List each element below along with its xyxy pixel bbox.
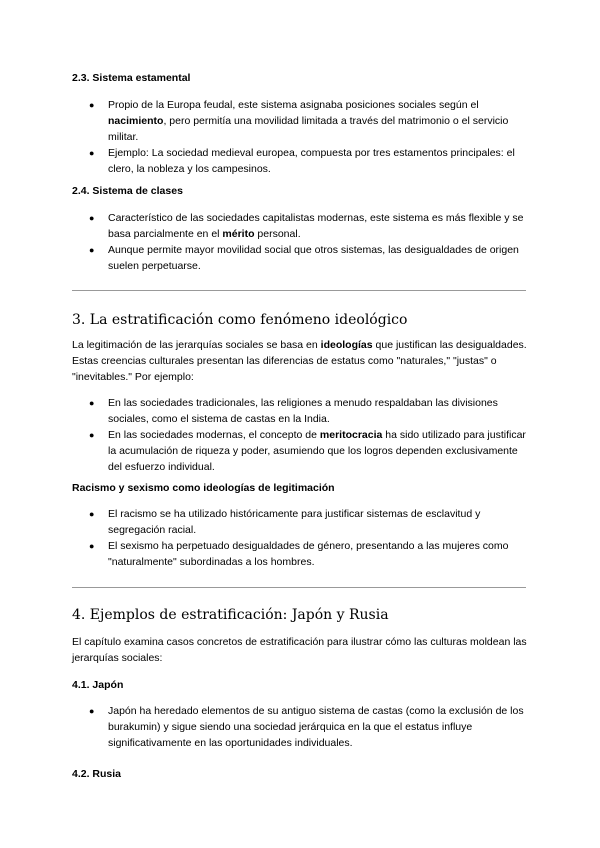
list-item: ● Japón ha heredado elementos de su antiguo sistema de castas (como la exclusión de los burakumin) y sigue siendo una sociedad jerárquica en la que el estatus influye significativamente en las oportunidades individuales. xyxy=(89,705,524,749)
section-3-sub-list xyxy=(72,506,532,570)
section-4-intro: El capítulo examina casos concretos de estratificación para ilustrar cómo las culturas moldean las jerarquías sociales: xyxy=(72,636,527,664)
bullet-icon: ● xyxy=(89,398,95,408)
horizontal-divider xyxy=(72,587,526,588)
bullet-icon: ● xyxy=(89,245,95,255)
section-4-1-heading: 4.1. Japón xyxy=(72,679,124,691)
section-2-3-list xyxy=(72,97,532,177)
bullet-icon: ● xyxy=(89,148,95,158)
bullet-icon: ● xyxy=(89,541,95,551)
list-item: ● En las sociedades modernas, el concepto de meritocracia ha sido utilizado para justificar la acumulación de riqueza y poder, asumiendo que los logros dependen exclusivamente del esfuerzo individual. xyxy=(89,429,526,473)
bullet-icon: ● xyxy=(89,430,95,440)
list-item: ● El sexismo ha perpetuado desigualdades de género, presentando a las mujeres como "naturalmente" subordinadas a los hombres. xyxy=(89,540,509,568)
section-3-heading: 3. La estratificación como fenómeno ideológico xyxy=(72,312,408,328)
section-4-heading: 4. Ejemplos de estratificación: Japón y Rusia xyxy=(72,607,389,623)
section-2-4-list xyxy=(72,210,532,274)
list-item: ● Aunque permite mayor movilidad social que otros sistemas, las desigualdades de origen suelen perpetuarse. xyxy=(89,244,519,272)
section-3-intro: La legitimación de las jerarquías sociales se basa en ideologías que justifican las desigualdades. Estas creencias culturales presentan las diferencias de estatus como "naturales," "justas" o "inevitables." Por ejemplo: xyxy=(72,339,527,383)
list-item: ● El racismo se ha utilizado históricamente para justificar sistemas de esclavitud y segregación racial. xyxy=(89,508,481,536)
list-item: ● Característico de las sociedades capitalistas modernas, este sistema es más flexible y se basa parcialmente en el mérito personal. xyxy=(89,212,524,240)
bullet-icon: ● xyxy=(89,100,95,110)
section-2-4-heading: 2.4. Sistema de clases xyxy=(72,185,183,197)
list-item: ● Propio de la Europa feudal, este sistema asignaba posiciones sociales según el nacimiento, pero permitía una movilidad limitada a través del matrimonio o el servicio militar. xyxy=(89,99,509,143)
section-3-subheading: Racismo y sexismo como ideologías de legitimación xyxy=(72,482,335,494)
section-4-1-list xyxy=(72,703,532,751)
list-item: ● En las sociedades tradicionales, las religiones a menudo respaldaban las divisiones sociales, como el sistema de castas en la India. xyxy=(89,397,498,425)
bullet-icon: ● xyxy=(89,706,95,716)
section-2-3-heading: 2.3. Sistema estamental xyxy=(72,72,191,84)
list-item: ● Ejemplo: La sociedad medieval europea, compuesta por tres estamentos principales: el clero, la nobleza y los campesinos. xyxy=(89,147,515,175)
horizontal-divider xyxy=(72,290,526,291)
bullet-icon: ● xyxy=(89,213,95,223)
bullet-icon: ● xyxy=(89,509,95,519)
section-4-2-heading: 4.2. Rusia xyxy=(72,768,122,780)
section-3-list xyxy=(72,395,532,475)
